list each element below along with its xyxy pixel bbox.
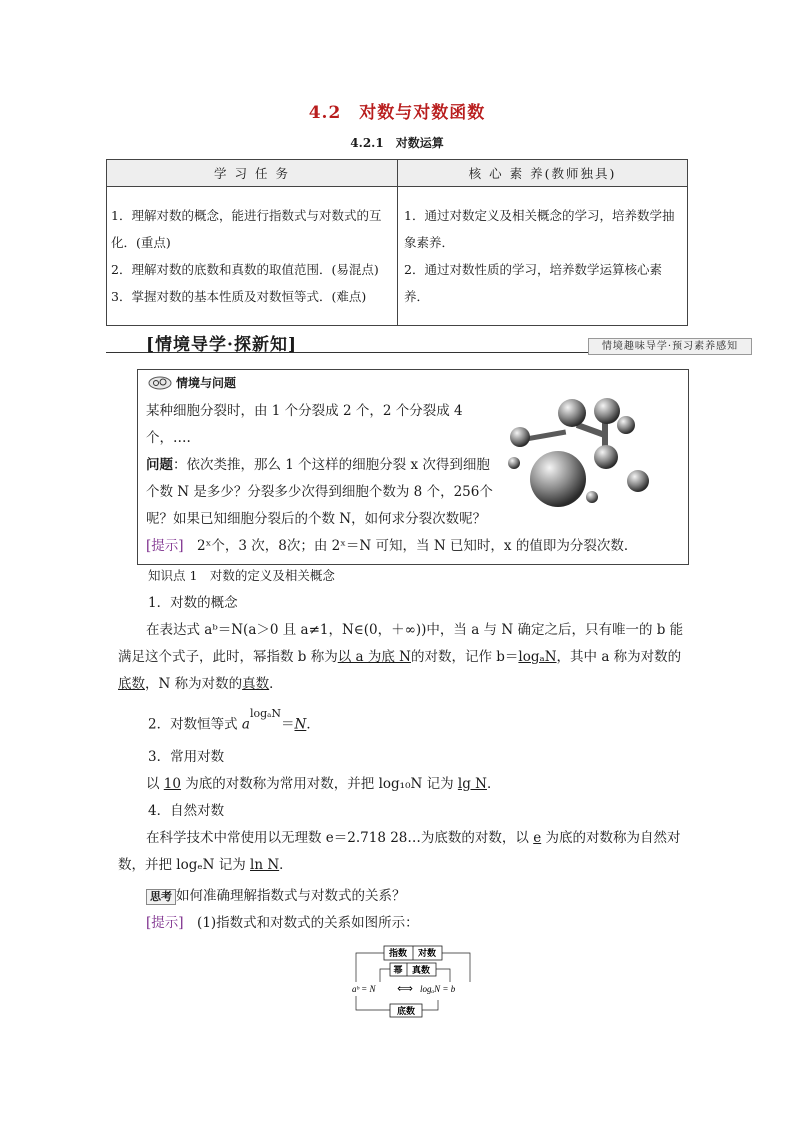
s3-text: 以 <box>146 776 164 792</box>
s1-underline-base: 以 a 为底 N <box>337 649 411 665</box>
s2-title: 2．对数恒等式 <box>148 716 238 733</box>
page-title: 4.2 对数与对数函数 <box>308 103 486 123</box>
s3-underline-lg: lg N <box>457 776 487 792</box>
diagram-right-expr: logₐN = b <box>420 984 456 994</box>
diagram-box-log: 对数 <box>417 948 437 958</box>
diagram-box-exponent: 指数 <box>388 948 408 958</box>
scenario-label-text: 情境与问题 <box>176 376 237 390</box>
s2-answer: N <box>294 716 307 733</box>
s1-text: ． <box>269 676 283 692</box>
task-item: 2．理解对数的底数和真数的取值范围．(易混点) <box>111 262 379 277</box>
s4-title: 4．自然对数 <box>148 803 225 819</box>
task-item: 1．理解对数的概念，能进行指数式与对数式的互化．(重点) <box>111 208 382 250</box>
s2-end: ． <box>306 716 320 733</box>
diagram-box-base: 底数 <box>396 1006 416 1016</box>
scenario-para1: 某种细胞分裂时，由 1 个分裂成 2 个，2 个分裂成 4 个，…. <box>146 403 463 446</box>
s4-underline-ln: ln N <box>250 857 280 873</box>
s4-text: 为底的对数称为自然对数，并把 logₑN 记为 <box>118 830 681 873</box>
s2-exponent: logₐN <box>249 707 282 720</box>
table-header-literacy: 核 心 素 养(教师独具) <box>398 160 688 187</box>
page-subtitle: 4.2.1 对数运算 <box>350 136 444 150</box>
s2-eq: ＝ <box>281 716 295 733</box>
knowledge-heading: 知识点 1 对数的定义及相关概念 <box>148 568 335 583</box>
s3-paragraph <box>146 771 500 798</box>
diagram-box-antilog: 真数 <box>411 965 431 975</box>
cell-molecule-image <box>506 395 674 515</box>
bubbles-icon <box>148 376 172 390</box>
s2-paragraph <box>148 706 320 739</box>
think-question: 如何准确理解指数式与对数式的关系？ <box>176 888 406 904</box>
s1-underline-dishu: 底数 <box>118 676 145 692</box>
scenario-hint <box>146 533 676 560</box>
question-text: ：依次类推，那么 1 个这样的细胞分裂 x 次得到细胞个数 N 是多少？分裂多少次得到细胞个数为 8 个，256个呢？如果已知细胞分裂后的个数 N，如何求分裂次数呢？ <box>146 457 493 527</box>
s3-text: ． <box>486 776 501 792</box>
s4-underline-e: e <box>533 830 542 846</box>
think-line <box>146 883 406 910</box>
scenario-question <box>146 452 498 533</box>
diagram-left-expr: aᵇ = N <box>352 984 376 994</box>
section-tag: 情境趣味导学·预习素养感知 <box>588 338 752 355</box>
table-cell-tasks <box>107 187 398 326</box>
task-item: 3．掌握对数的基本性质及对数恒等式．(难点) <box>111 289 367 304</box>
s1-underline-zhenshu: 真数 <box>242 676 270 692</box>
s4-paragraph <box>118 825 686 879</box>
s3-underline-10: 10 <box>163 776 181 792</box>
diagram-arrow: ⟺ <box>397 983 413 995</box>
hint-label: [提示] <box>146 538 184 554</box>
literacy-item: 1．通过对数定义及相关概念的学习，培养数学抽象素养． <box>404 208 675 250</box>
s1-text: ，其中 a 称为对数的 <box>556 649 682 665</box>
s3-text: 为底的对数称为常用对数，并把 log₁₀N 记为 <box>180 776 458 792</box>
s3-title: 3．常用对数 <box>148 749 225 765</box>
s1-text: ，N 称为对数的 <box>145 676 243 692</box>
s1-text: 的对数，记作 b＝ <box>410 649 519 665</box>
s1-underline-log: logₐN <box>518 649 557 665</box>
section-header: [情境导学·探新知] <box>146 335 298 355</box>
s1-paragraph <box>118 617 686 698</box>
scenario-label <box>148 374 236 391</box>
table-header-tasks: 学 习 任 务 <box>107 160 398 187</box>
s1-title: 1．对数的概念 <box>148 595 238 611</box>
think-hint <box>146 910 419 937</box>
exp-log-relation-diagram <box>350 944 480 1024</box>
s2-base: a <box>241 716 250 733</box>
s4-text: 在科学技术中常使用以无理数 e＝2.718 28…为底数的对数，以 <box>146 830 534 846</box>
s1-text: 在表达式 aᵇ＝N(a＞0 且 a≠1，N∈(0，＋∞))中，当 a 与 N 确定之后，只有唯一的 b 能满足这个式子，此时，幂指数 b 称为 <box>118 622 684 665</box>
s4-text: ． <box>279 857 293 873</box>
table-cell-literacy <box>398 187 688 326</box>
think-hint-label: [提示] <box>146 915 184 931</box>
think-hint-text: (1)指数式和对数式的关系如图所示： <box>183 915 419 931</box>
learning-tasks-table <box>106 159 688 326</box>
literacy-item: 2．通过对数性质的学习，培养数学运算核心素养． <box>404 262 662 304</box>
hint-text: 2ˣ个，3 次，8次；由 2ˣ＝N 可知，当 N 已知时，x 的值即为分裂次数． <box>183 538 638 554</box>
diagram-box-power: 幂 <box>393 965 403 975</box>
question-label: 问题 <box>146 457 173 473</box>
think-badge: 思考 <box>146 889 176 905</box>
